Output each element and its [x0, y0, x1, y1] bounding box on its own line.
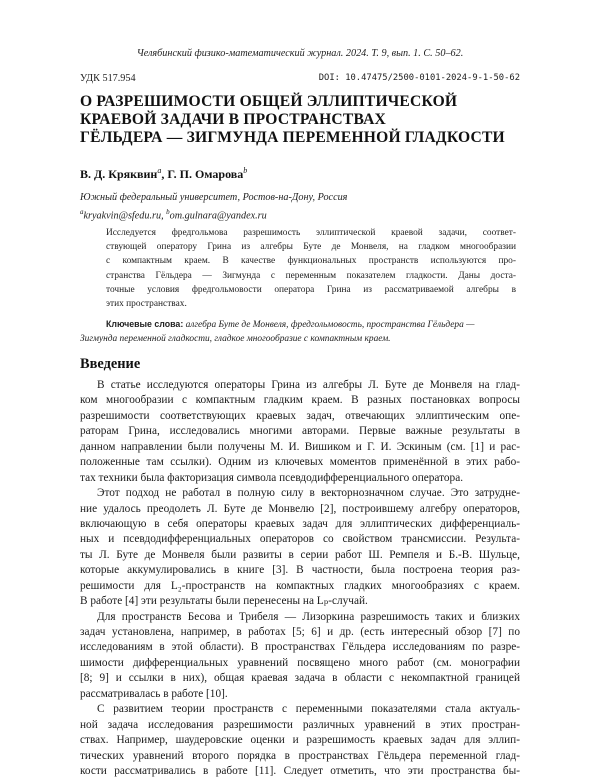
abstract-line: Исследуется фредгольмова разрешимость эллиптической краевой задачи, соответ-: [106, 228, 516, 238]
paragraph-line: которые аккумулировались в книге [3]. В частности, была построена теория раз-: [80, 564, 520, 577]
paragraph-line: ние удалось преодолеть Л. Буте де Монвелю [2], построившему алгебру операторов,: [80, 502, 520, 515]
paragraph-line: тических уравнений второго порядка в пространствах Гёльдера переменной глад-: [80, 749, 520, 762]
author-superscript: a: [157, 166, 162, 175]
abstract-line: с компактным краем. В качестве функциональных пространств используются про-: [106, 256, 516, 267]
paragraph-line: данном направлении были получены М. И. Вишиком и Г. И. Эскиным (см. [1] и рас-: [80, 440, 520, 453]
author-name: В. Д. Кряквин: [80, 167, 158, 181]
title-line: КРАЕВОЙ ЗАДАЧИ В ПРОСТРАНСТВАХ: [80, 111, 387, 128]
body-text: [80, 378, 520, 779]
author-separator: ,: [161, 167, 168, 181]
paragraph-line: [8; 9] и ссылки в них), общая краевая задача в области с некомпактной границей: [80, 672, 520, 685]
paragraph-line: положенные там ссылки). Одним из ключевых моментов применённой в этих рабо-: [80, 456, 520, 469]
paragraph-line: Для пространств Бесова и Трибеля — Лизоркина разрешимость таких и близких: [97, 610, 520, 623]
paragraph-line: тах техники была факторизация символа псевдодифференциального оператора.: [80, 471, 464, 484]
paragraph-line: ных и псевдодифференциальных операторов со свойством трансмиссии. Результа-: [80, 533, 520, 546]
author-superscript: b: [243, 166, 248, 175]
paragraph-line: разрешимости соответствующих краевых задач, отвечающих эллиптическим опе-: [80, 409, 520, 422]
title-line: О РАЗРЕШИМОСТИ ОБЩЕЙ ЭЛЛИПТИЧЕСКОЙ: [80, 93, 458, 110]
affiliation: [80, 191, 347, 223]
abstract-line: этих пространствах.: [106, 299, 187, 310]
paragraph-line: кости рассматривались в работе [11]. Следует отметить, что эти пространства бы-: [80, 764, 520, 777]
title-line: ГЁЛЬДЕРА — ЗИГМУНДА ПЕРЕМЕННОЙ ГЛАДКОСТИ: [80, 129, 505, 146]
abstract: [106, 226, 516, 311]
journal-header: Челябинский физико-математический журнал. 2024. Т. 9, вып. 1. С. 50–62.: [136, 48, 464, 59]
abstract-line: странства Гёльдера — Зигмунда с переменным показателем гладкости. Даны доста-: [106, 270, 516, 281]
paragraph-line: С развитием теории пространств с переменными показателями стала актуаль-: [97, 703, 520, 716]
paragraph-line: задач установлена, например, в работах [5; 6] и др. (есть интересный обзор [7] по: [80, 626, 520, 638]
author-name: Г. П. Омарова: [167, 167, 244, 181]
keywords-text: алгебра Буте де Монвеля, фредгольмовость, пространства Гёльдера —: [183, 320, 475, 330]
email-superscript: a: [80, 208, 84, 216]
keywords-line: [80, 317, 520, 332]
keywords-label: Ключевые слова:: [106, 319, 184, 329]
paragraph-line: Этот подход не работал в полную силу в векторнозначном случае. Это затрудне-: [97, 487, 520, 500]
abstract-line: точные условия фредгольмовости оператора Грина из рассматриваемой алгебры в: [106, 284, 516, 295]
paragraph-line: В статье исследуются операторы Грина из алгебры Л. Буте де Монвеля на глад-: [97, 379, 520, 391]
paragraph-line: ком многообразии с компактным гладким краем. В разных постановках вопросы: [80, 394, 520, 407]
email-link[interactable]: kryakvin@sfedu.ru: [83, 210, 162, 222]
paragraph-line: исследованиям в этой области). В пространствах Гёльдера исследованиям по разре-: [80, 641, 520, 654]
section-title: Введение: [80, 356, 141, 372]
university: Южный федеральный университет, Ростов-на-Дону, Россия: [80, 192, 348, 203]
doi: DOI: 10.47475/2500-0101-2024-9-1-50-62: [318, 73, 520, 83]
paragraph-line: решимости для L₂-пространств на компактных гладких многообразиях с краем.: [80, 579, 520, 592]
paragraph-line: раторам Грина, исследовались многими авторами. Первые важные результаты в: [80, 425, 520, 438]
paragraph-line: рассматривалась в работе [10].: [80, 687, 228, 700]
paragraph-line: ствах. Например, шаудеровские оценки и разрешимость краевых задач для эллип-: [80, 734, 520, 747]
email-separator: ,: [161, 210, 167, 222]
keywords: [80, 317, 520, 346]
email-link[interactable]: om.gulnara@yandex.ru: [169, 210, 267, 222]
paragraph-line: шимости дифференциальных уравнений посвящено много работ (см. монографии: [80, 656, 520, 669]
authors: [80, 166, 247, 182]
paragraph-line: ты Л. Буте де Монвеля были развиты в серии работ Ш. Ремпеля и Б.-В. Шульце,: [80, 548, 520, 561]
email-superscript: b: [166, 208, 170, 216]
udk-code: УДК 517.954: [80, 73, 136, 84]
paper-title: [80, 93, 520, 147]
emails: [80, 205, 347, 223]
paragraph-line: ной задача исследования разрешимости различных уравнений в этих простран-: [80, 718, 520, 731]
paragraph-line: В работе [4] эти результаты были перенесены на Lₚ-случай.: [80, 595, 368, 608]
paragraph-line: включающую в себя операторы краевых задач для эллиптических дифференциаль-: [80, 517, 520, 530]
keywords-line: Зигмунда переменной гладкости, гладкое многообразие с компактным краем.: [80, 334, 391, 344]
abstract-line: ствующей оператору Грина из алгебры Буте де Монвеля, на гладком многообразии: [106, 242, 516, 253]
